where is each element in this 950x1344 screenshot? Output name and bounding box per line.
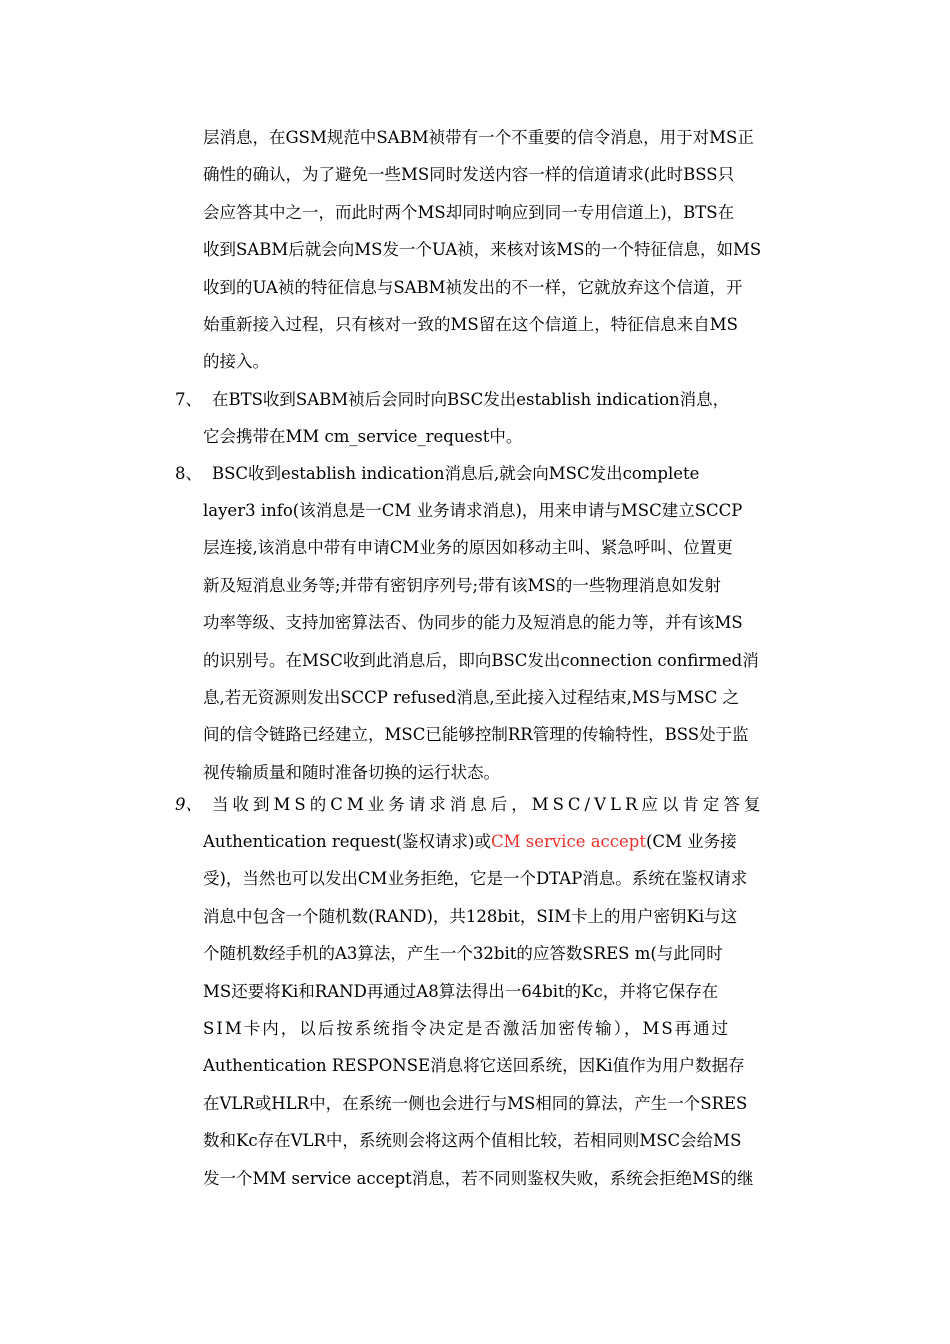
highlighted-term: CM service accept xyxy=(490,832,646,851)
list-item-9 xyxy=(212,786,806,823)
text-line: MS还要将Ki和RAND再通过A8算法得出一64bit的Kc，并将它保存在 xyxy=(203,981,719,1001)
text-line: Authentication RESPONSE消息将它送回系统，因Ki值作为用户数据存 xyxy=(203,1056,745,1076)
text-segment: (CM 业务接 xyxy=(645,832,737,851)
text-line: 的识别号。在MSC收到此消息后，即向BSC发出connection confirmed消 xyxy=(203,650,759,670)
text-line: 层连接,该消息中带有申请CM业务的原因如移动主叫、紧急呼叫、位置更 xyxy=(203,538,733,558)
paragraph-continued xyxy=(203,119,806,381)
text-line: 息,若无资源则发出SCCP refused消息,至此接入过程结束,MS与MSC 之 xyxy=(203,688,740,708)
list-item-9-cont xyxy=(203,823,806,1197)
list-item-7 xyxy=(212,381,806,418)
text-line: 层消息，在GSM规范中SABM祯带有一个不重要的信令消息，用于对MS正 xyxy=(203,128,754,147)
text-line: 的接入。 xyxy=(203,352,269,372)
text-line-with-highlight xyxy=(203,823,806,860)
text-line: 当收到MS的CM业务请求消息后，MSC/VLR应以肯定答复 xyxy=(212,795,765,814)
text-line: 收到SABM后就会向MS发一个UA祯，来核对该MS的一个特征信息，如MS xyxy=(203,240,762,260)
text-line: 发一个MM service accept消息，若不同则鉴权失败，系统会拒绝MS的继 xyxy=(203,1168,754,1188)
list-item-8-cont xyxy=(203,492,806,791)
text-line: 在VLR或HLR中，在系统一侧也会进行与MS相同的算法，产生一个SRES xyxy=(203,1093,748,1113)
text-line: 收到的UA祯的特征信息与SABM祯发出的不一样，它就放弃这个信道，开 xyxy=(203,277,743,297)
text-line: layer3 info(该消息是一CM 业务请求消息)，用来申请与MSC建立SCCP xyxy=(203,501,743,520)
text-line: 它会携带在MM cm_service_request中。 xyxy=(203,427,523,446)
text-line: 个随机数经手机的A3算法，产生一个32bit的应答数SRES m(与此同时 xyxy=(203,944,723,964)
text-line: 会应答其中之一，而此时两个MS却同时响应到同一专用信道上)，BTS在 xyxy=(203,202,735,222)
list-item-8 xyxy=(212,455,806,492)
list-item-7-cont xyxy=(203,418,806,455)
list-number-9: 9、 xyxy=(175,795,202,814)
text-line: 功率等级、支持加密算法否、伪同步的能力及短消息的能力等，并有该MS xyxy=(203,613,743,633)
text-line: 新及短消息业务等;并带有密钥序列号;带有该MS的一些物理消息如发射 xyxy=(203,575,721,595)
text-line: 确性的确认，为了避免一些MS同时发送内容一样的信道请求(此时BSS只 xyxy=(203,165,735,185)
list-number-8: 8、 xyxy=(175,464,202,483)
text-line: BSC收到establish indication消息后,就会向MSC发出complete xyxy=(212,464,700,483)
text-line: 间的信令链路已经建立，MSC已能够控制RR管理的传输特性，BSS处于监 xyxy=(203,725,749,745)
text-line: 消息中包含一个随机数(RAND)，共128bit，SIM卡上的用户密钥Ki与这 xyxy=(203,906,738,926)
list-number-7: 7、 xyxy=(175,390,202,409)
text-line: 受)，当然也可以发出CM业务拒绝，它是一个DTAP消息。系统在鉴权请求 xyxy=(203,869,748,889)
text-line: SIM卡内，以后按系统指令决定是否激活加密传输），MS再通过 xyxy=(203,1019,731,1039)
text-line: 在BTS收到SABM祯后会同时向BSC发出establish indication消息， xyxy=(212,390,730,409)
text-line: 数和Kc存在VLR中，系统则会将这两个值相比较，若相同则MSC会给MS xyxy=(203,1131,742,1151)
text-line: 始重新接入过程，只有核对一致的MS留在这个信道上，特征信息来自MS xyxy=(203,315,738,335)
text-line: 视传输质量和随时准备切换的运行状态。 xyxy=(203,762,500,782)
text-segment: Authentication request(鉴权请求)或 xyxy=(203,832,491,851)
